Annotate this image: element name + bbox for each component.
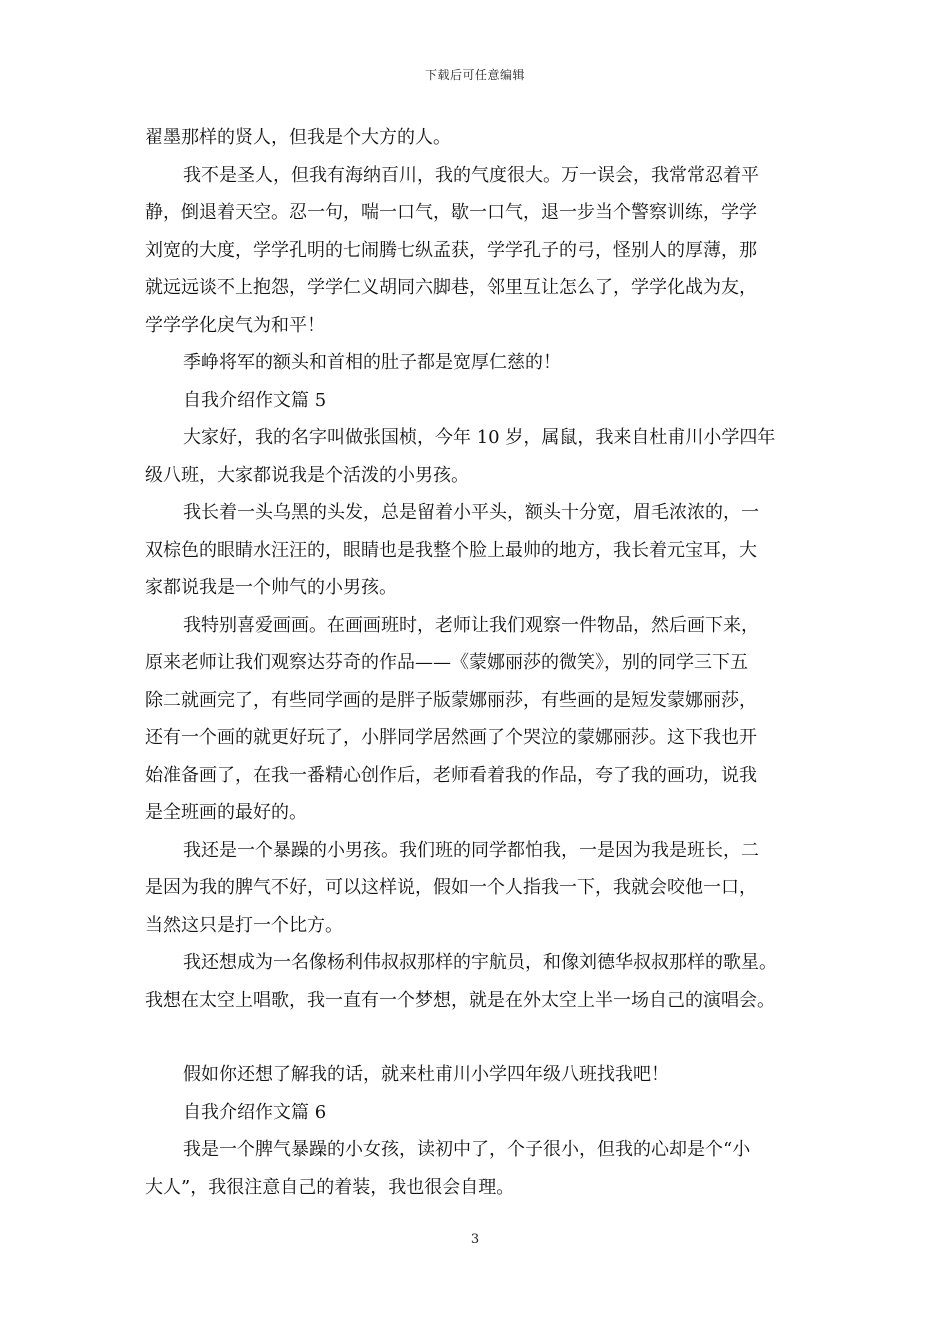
text-line: 我特别喜爱画画。在画画班时，老师让我们观察一件物品，然后画下来， — [183, 614, 759, 636]
paragraph — [145, 832, 825, 945]
text-line: 还有一个画的就更好玩了，小胖同学居然画了个哭泣的蒙娜丽莎。这下我也开 — [145, 727, 757, 748]
paragraph — [145, 944, 825, 1019]
text-line: 家都说我是一个帅气的小男孩。 — [145, 577, 397, 598]
text-line: 级八班，大家都说我是个活泼的小男孩。 — [145, 464, 469, 486]
text-line: 我想在太空上唱歌，我一直有一个梦想，就是在外太空上半一场自己的演唱会。 — [145, 989, 775, 1011]
text-line: 学学学化戾气为和平！ — [145, 314, 325, 336]
text-line: 我还想成为一名像杨利伟叔叔那样的宇航员，和像刘德华叔叔那样的歌星。 — [183, 952, 777, 973]
text-line: 当然这只是打一个比方。 — [145, 914, 343, 936]
text-line: 自我介绍作文篇 5 — [183, 389, 327, 411]
text-line: 是因为我的脾气不好，可以这样说，假如一个人指我一下，我就会咬他一口， — [145, 877, 757, 898]
paragraph — [145, 1056, 825, 1094]
paragraph — [145, 607, 825, 832]
text-line: 季峥将军的额头和首相的肚子都是宽厚仁慈的！ — [183, 352, 561, 373]
text-line: 双棕色的眼睛水汪汪的，眼睛也是我整个脸上最帅的地方，我长着元宝耳，大 — [145, 539, 757, 561]
text-line: 我还是一个暴躁的小男孩。我们班的同学都怕我，一是因为我是班长，二 — [183, 839, 759, 861]
document-body — [145, 119, 825, 1206]
paragraph — [145, 157, 825, 345]
text-line: 刘宽的大度，学学孔明的七闹腾七纵孟获，学学孔子的弓，怪别人的厚薄，那 — [145, 239, 757, 261]
text-line: 除二就画完了，有些同学画的是胖子版蒙娜丽莎，有些画的是短发蒙娜丽莎， — [145, 689, 757, 711]
text-line: 假如你还想了解我的话，就来杜甫川小学四年级八班找我吧！ — [183, 1064, 669, 1085]
text-line: 自我介绍作文篇 6 — [183, 1101, 327, 1123]
text-line: 大人”，我很注意自己的着装，我也很会自理。 — [145, 1176, 515, 1198]
text-line: 我是一个脾气暴躁的小女孩，读初中了，个子很小，但我的心却是个“小 — [183, 1139, 751, 1160]
paragraph — [145, 1131, 825, 1206]
text-line: 静，倒退着天空。忍一句，喘一口气，歇一口气，退一步当个警察训练，学学 — [145, 202, 757, 223]
text-line: 我不是圣人，但我有海纳百川，我的气度很大。万一误会，我常常忍着平 — [183, 164, 759, 186]
paragraph — [145, 344, 825, 382]
text-line: 我长着一头乌黑的头发，总是留着小平头，额头十分宽，眉毛浓浓的，一 — [183, 502, 759, 523]
text-line: 是全班画的最好的。 — [145, 802, 307, 823]
paragraph-spacer — [145, 1019, 825, 1056]
paragraph — [145, 119, 825, 157]
text-line: 大家好，我的名字叫做张国桢，今年 10 岁，属鼠，我来自杜甫川小学四年 — [183, 427, 776, 448]
page-header: 下载后可任意编辑 — [424, 68, 525, 82]
text-line: 原来老师让我们观察达芬奇的作品——《蒙娜丽莎的微笑》，别的同学三下五 — [145, 652, 748, 673]
paragraph — [145, 494, 825, 607]
text-line: 就远远谈不上抱怨，学学仁义胡同六脚巷，邻里互让怎么了，学学化战为友， — [145, 277, 757, 298]
paragraph — [145, 382, 825, 420]
text-line: 始准备画了，在我一番精心创作后，老师看着我的作品，夸了我的画功，说我 — [145, 764, 757, 786]
paragraph — [145, 1094, 825, 1132]
page-number: 3 — [470, 1232, 480, 1247]
paragraph — [145, 419, 825, 494]
text-line: 翟墨那样的贤人，但我是个大方的人。 — [145, 127, 451, 148]
